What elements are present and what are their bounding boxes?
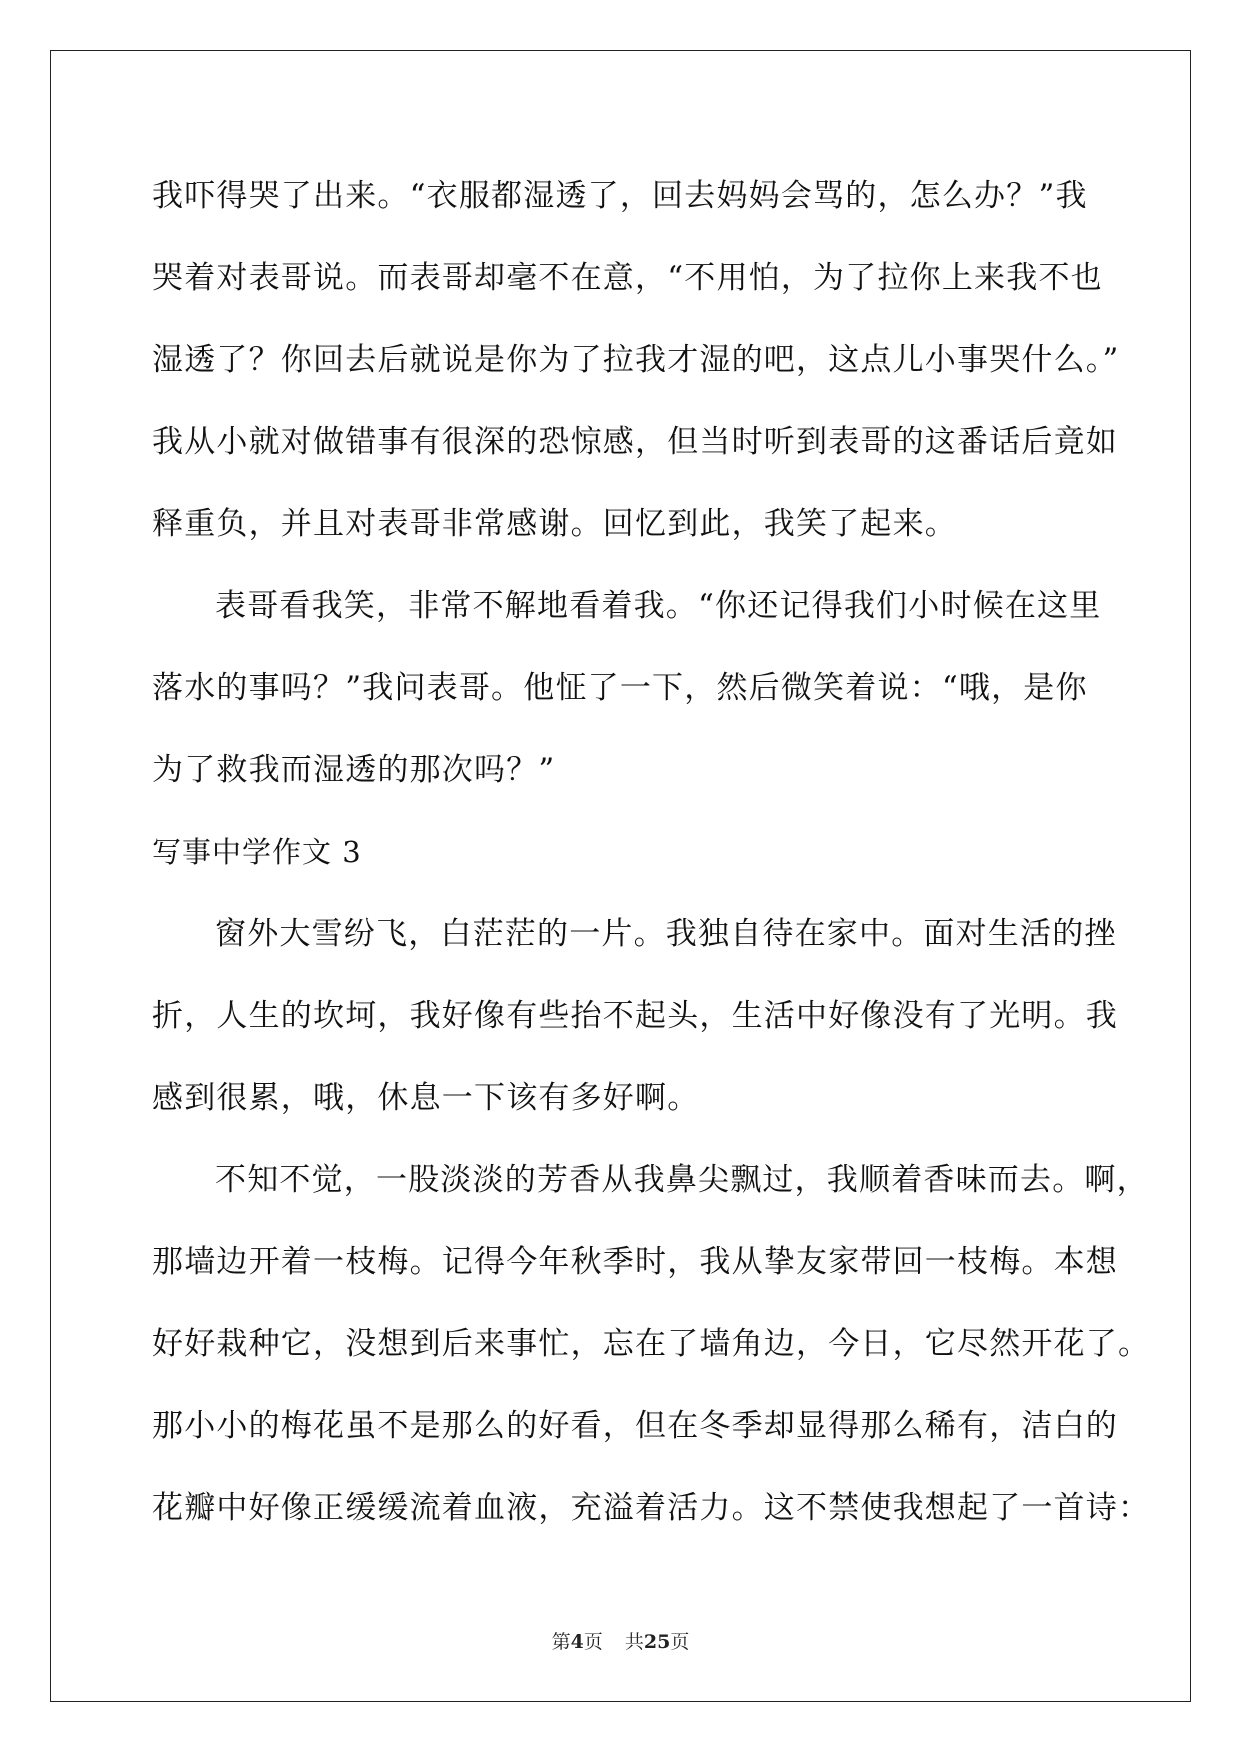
paragraph-start-line: 不知不觉，一股淡淡的芳香从我鼻尖飘过，我顺着香味而去。啊， [215, 1162, 1149, 1198]
text-line: 那墙边开着一枝梅。记得今年秋季时，我从挚友家带回一枝梅。本想 [152, 1244, 1118, 1280]
text-line: 我吓得哭了出来。“衣服都湿透了，回去妈妈会骂的，怎么办？”我 [152, 178, 1088, 214]
paragraph-start-line: 表哥看我笑，非常不解地看着我。“你还记得我们小时候在这里 [215, 588, 1102, 624]
text-line: 释重负，并且对表哥非常感谢。回忆到此，我笑了起来。 [152, 506, 957, 542]
text-line: 落水的事吗？”我问表哥。他怔了一下，然后微笑着说：“哦，是你 [152, 670, 1088, 706]
text-line: 为了救我而湿透的那次吗？” [152, 752, 556, 788]
page-number: 4 [570, 1631, 584, 1653]
paragraph-start-line: 窗外大雪纷飞，白茫茫的一片。我独自待在家中。面对生活的挫 [215, 916, 1117, 952]
text-line: 哭着对表哥说。而表哥却毫不在意，“不用怕，为了拉你上来我不也 [152, 260, 1103, 296]
text-line: 感到很累，哦，休息一下该有多好啊。 [152, 1080, 700, 1116]
section-heading: 写事中学作文 3 [152, 835, 362, 869]
total-prefix: 共 [624, 1631, 644, 1653]
text-line: 湿透了？你回去后就说是你为了拉我才湿的吧，这点儿小事哭什么。” [152, 342, 1120, 378]
text-line: 那小小的梅花虽不是那么的好看，但在冬季却显得那么稀有，洁白的 [152, 1408, 1118, 1444]
text-line: 好好栽种它，没想到后来事忙，忘在了墙角边，今日，它尽然开花了。 [152, 1326, 1151, 1362]
text-line: 花瓣中好像正缓缓流着血液，充溢着活力。这不禁使我想起了一首诗： [152, 1490, 1151, 1526]
text-line: 我从小就对做错事有很深的恐惊感，但当时听到表哥的这番话后竟如 [152, 424, 1118, 460]
total-pages: 25 [643, 1631, 671, 1653]
page-footer [0, 1627, 1241, 1654]
document-body [152, 155, 1151, 1549]
page-prefix: 第 [551, 1631, 571, 1653]
text-line: 折，人生的坎坷，我好像有些抬不起头，生活中好像没有了光明。我 [152, 998, 1118, 1034]
page-suffix: 页 [583, 1631, 603, 1653]
total-suffix: 页 [670, 1631, 690, 1653]
